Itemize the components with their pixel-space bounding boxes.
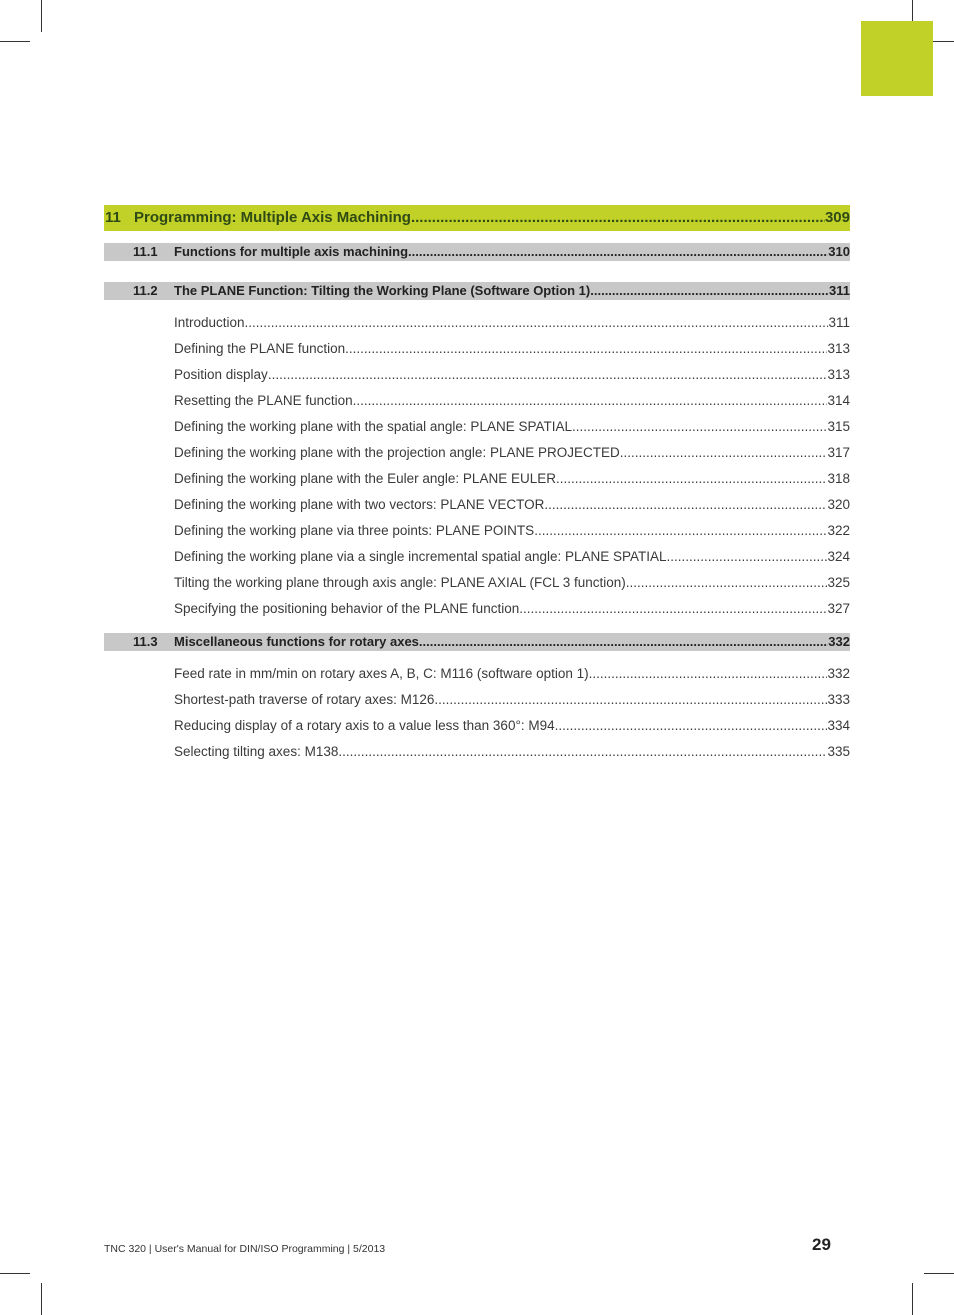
section-page: 310 [828, 244, 850, 259]
toc-entry[interactable]: Position display ..... 313 [104, 362, 850, 388]
toc-entry[interactable]: Resetting the PLANE function ..... 314 [104, 388, 850, 414]
chapter-number: 11 [105, 209, 121, 226]
section-page: 332 [828, 634, 850, 649]
section-number: 11.2 [133, 283, 158, 298]
page-number: 29 [812, 1235, 831, 1254]
toc-entry[interactable]: Shortest-path traverse of rotary axes: M126 ..... 333 [104, 687, 850, 713]
footer-text: TNC 320 | User's Manual for DIN/ISO Programming | 5/2013 [104, 1243, 386, 1255]
toc-section-row[interactable] [104, 243, 850, 261]
section-title: Miscellaneous functions for rotary axes [174, 634, 419, 649]
toc-chapter-row[interactable] [104, 205, 850, 231]
section-number: 11.1 [133, 244, 158, 259]
toc-entry[interactable]: Specifying the positioning behavior of the PLANE function ..... 327 [104, 596, 850, 622]
toc-entry[interactable]: Defining the working plane via a single incremental spatial angle: PLANE SPATIAL ..... 324 [104, 544, 850, 570]
crop-mark [912, 1283, 913, 1315]
toc-section-row[interactable] [104, 633, 850, 651]
crop-mark [41, 0, 42, 32]
toc-section-row[interactable] [104, 282, 850, 300]
chapter-tab-marker [861, 21, 933, 96]
crop-mark [0, 1273, 30, 1274]
toc-entry[interactable]: Reducing display of a rotary axis to a value less than 360°: M94 ..... 334 [104, 713, 850, 739]
toc-entry[interactable]: Defining the working plane via three points: PLANE POINTS ..... 322 [104, 518, 850, 544]
toc-entry[interactable]: Tilting the working plane through axis angle: PLANE AXIAL (FCL 3 function) ..... 325 [104, 570, 850, 596]
chapter-page: 309 [824, 209, 850, 226]
section-number: 11.3 [133, 634, 158, 649]
chapter-title: Programming: Multiple Axis Machining [134, 209, 411, 226]
toc-entry[interactable]: Defining the working plane with the projection angle: PLANE PROJECTED ..... 317 [104, 440, 850, 466]
crop-mark [924, 1273, 954, 1274]
crop-mark [41, 1283, 42, 1315]
crop-mark [0, 41, 30, 42]
toc-entry[interactable]: Defining the PLANE function ..... 313 [104, 336, 850, 362]
toc-entry[interactable]: Defining the working plane with two vectors: PLANE VECTOR ..... 320 [104, 492, 850, 518]
section-title: The PLANE Function: Tilting the Working Plane (Software Option 1) [174, 283, 591, 298]
toc-entry[interactable]: Introduction ..... 311 [104, 310, 850, 336]
section-title: Functions for multiple axis machining [174, 244, 409, 259]
toc-entry[interactable]: Defining the working plane with the spatial angle: PLANE SPATIAL ..... 315 [104, 414, 850, 440]
toc-entry[interactable]: Defining the working plane with the Euler angle: PLANE EULER ..... 318 [104, 466, 850, 492]
toc-entry[interactable]: Selecting tilting axes: M138 ..... 335 [104, 739, 850, 765]
section-page: 311 [829, 283, 850, 298]
toc-entry[interactable]: Feed rate in mm/min on rotary axes A, B, C: M116 (software option 1) ..... 332 [104, 661, 850, 687]
table-of-contents [104, 205, 850, 765]
